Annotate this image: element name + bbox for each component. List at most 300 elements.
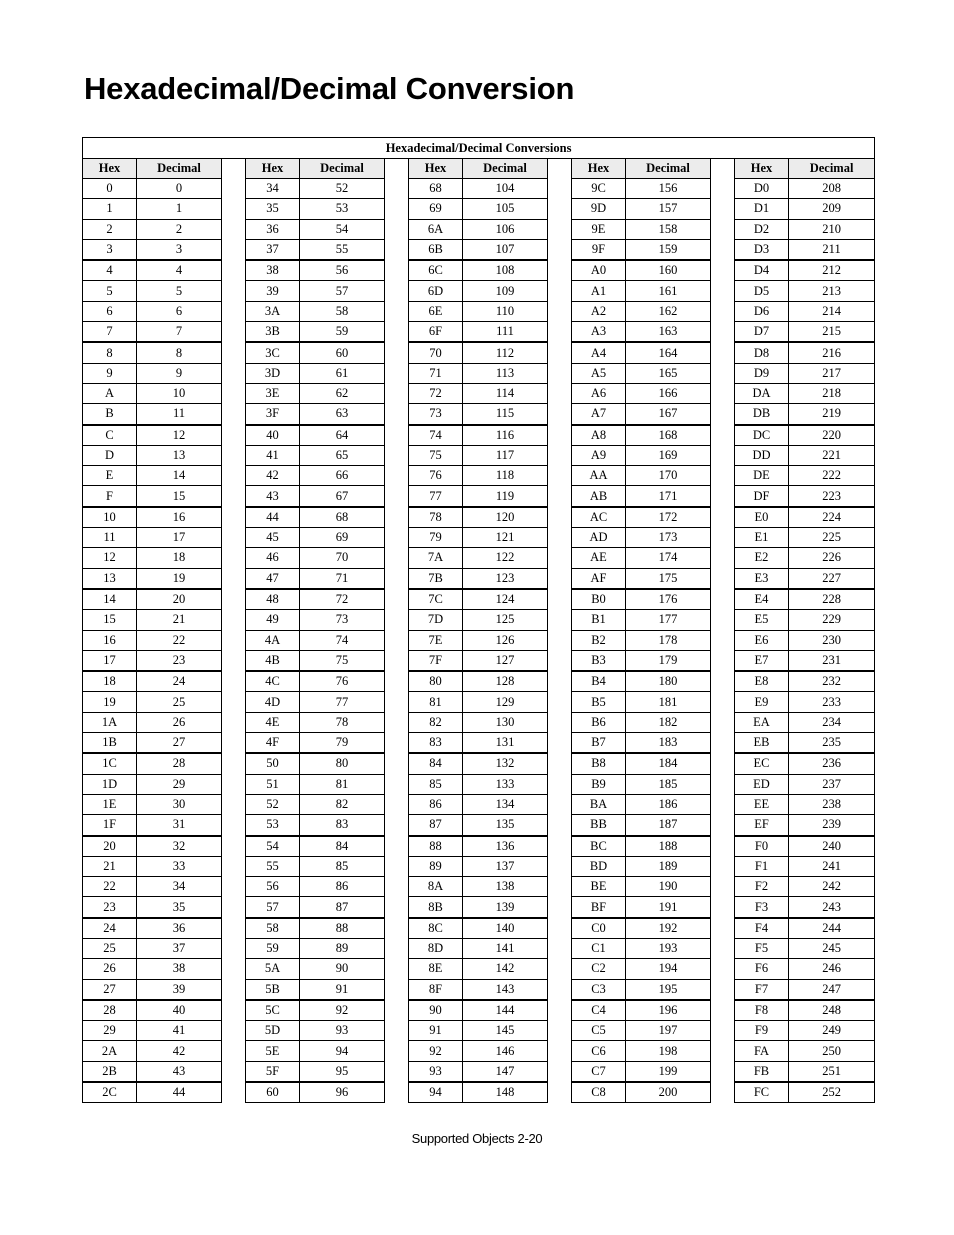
hex-value-cell: 4E bbox=[246, 712, 300, 732]
column-gap bbox=[711, 507, 735, 528]
hex-value-cell: 48 bbox=[246, 589, 300, 610]
hex-value-cell: 9D bbox=[572, 199, 626, 219]
column-gap bbox=[222, 1000, 246, 1021]
decimal-value-cell: 234 bbox=[789, 712, 875, 732]
hex-value-cell: F4 bbox=[735, 918, 789, 939]
hex-value-cell: A0 bbox=[572, 260, 626, 281]
decimal-value-cell: 214 bbox=[789, 301, 875, 321]
hex-value-cell: 5A bbox=[246, 959, 300, 979]
hex-value-cell: C2 bbox=[572, 959, 626, 979]
hex-value-cell: AD bbox=[572, 528, 626, 548]
decimal-value-cell: 133 bbox=[463, 774, 548, 794]
column-gap bbox=[385, 671, 409, 692]
decimal-value-cell: 178 bbox=[626, 630, 711, 650]
column-header-decimal: Decimal bbox=[300, 159, 385, 179]
table-row bbox=[83, 938, 875, 958]
column-gap bbox=[548, 445, 572, 465]
column-gap bbox=[385, 877, 409, 897]
decimal-value-cell: 28 bbox=[137, 753, 222, 774]
column-gap bbox=[711, 589, 735, 610]
hex-value-cell: E1 bbox=[735, 528, 789, 548]
table-row bbox=[83, 753, 875, 774]
hex-value-cell: C6 bbox=[572, 1041, 626, 1061]
decimal-value-cell: 248 bbox=[789, 1000, 875, 1021]
table-row bbox=[83, 877, 875, 897]
hex-value-cell: 57 bbox=[246, 897, 300, 918]
decimal-value-cell: 9 bbox=[137, 363, 222, 383]
decimal-value-cell: 190 bbox=[626, 877, 711, 897]
decimal-value-cell: 12 bbox=[137, 425, 222, 446]
table-row bbox=[83, 610, 875, 630]
hex-value-cell: 6E bbox=[409, 301, 463, 321]
column-gap bbox=[548, 281, 572, 301]
column-gap bbox=[222, 979, 246, 1000]
table-row bbox=[83, 179, 875, 199]
column-gap bbox=[548, 918, 572, 939]
column-gap bbox=[711, 1082, 735, 1103]
decimal-value-cell: 76 bbox=[300, 671, 385, 692]
hex-value-cell: E5 bbox=[735, 610, 789, 630]
decimal-value-cell: 88 bbox=[300, 918, 385, 939]
hex-value-cell: 8E bbox=[409, 959, 463, 979]
hex-value-cell: 49 bbox=[246, 610, 300, 630]
hex-value-cell: BD bbox=[572, 856, 626, 876]
decimal-value-cell: 186 bbox=[626, 794, 711, 814]
decimal-value-cell: 19 bbox=[137, 568, 222, 589]
hex-value-cell: F6 bbox=[735, 959, 789, 979]
column-gap bbox=[385, 979, 409, 1000]
column-gap bbox=[385, 897, 409, 918]
table-row bbox=[83, 650, 875, 671]
column-gap bbox=[548, 1000, 572, 1021]
hex-value-cell: 4D bbox=[246, 692, 300, 712]
decimal-value-cell: 119 bbox=[463, 486, 548, 507]
decimal-value-cell: 90 bbox=[300, 959, 385, 979]
decimal-value-cell: 64 bbox=[300, 425, 385, 446]
hex-value-cell: D2 bbox=[735, 219, 789, 239]
column-gap bbox=[385, 301, 409, 321]
column-gap bbox=[222, 219, 246, 239]
decimal-value-cell: 200 bbox=[626, 1082, 711, 1103]
hex-value-cell: 0 bbox=[83, 179, 137, 199]
decimal-value-cell: 105 bbox=[463, 199, 548, 219]
table-row bbox=[83, 1021, 875, 1041]
hex-value-cell: 39 bbox=[246, 281, 300, 301]
hex-value-cell: 34 bbox=[246, 179, 300, 199]
hex-value-cell: 1 bbox=[83, 199, 137, 219]
column-gap bbox=[222, 959, 246, 979]
hex-value-cell: 35 bbox=[246, 199, 300, 219]
hex-value-cell: 50 bbox=[246, 753, 300, 774]
decimal-value-cell: 172 bbox=[626, 507, 711, 528]
decimal-value-cell: 7 bbox=[137, 322, 222, 343]
decimal-value-cell: 232 bbox=[789, 671, 875, 692]
decimal-value-cell: 148 bbox=[463, 1082, 548, 1103]
decimal-value-cell: 185 bbox=[626, 774, 711, 794]
column-gap bbox=[548, 712, 572, 732]
hex-value-cell: 24 bbox=[83, 918, 137, 939]
column-gap bbox=[711, 363, 735, 383]
decimal-value-cell: 184 bbox=[626, 753, 711, 774]
hex-value-cell: 2C bbox=[83, 1082, 137, 1103]
column-gap bbox=[711, 383, 735, 403]
column-gap bbox=[222, 650, 246, 671]
decimal-value-cell: 56 bbox=[300, 260, 385, 281]
hex-value-cell: 3A bbox=[246, 301, 300, 321]
column-gap bbox=[711, 445, 735, 465]
hex-value-cell: 19 bbox=[83, 692, 137, 712]
decimal-value-cell: 171 bbox=[626, 486, 711, 507]
decimal-value-cell: 124 bbox=[463, 589, 548, 610]
hex-value-cell: 7B bbox=[409, 568, 463, 589]
table-caption: Hexadecimal/Decimal Conversions bbox=[83, 138, 875, 159]
hex-value-cell: 25 bbox=[83, 938, 137, 958]
decimal-value-cell: 159 bbox=[626, 239, 711, 260]
hex-value-cell: 17 bbox=[83, 650, 137, 671]
hex-value-cell: 54 bbox=[246, 836, 300, 857]
decimal-value-cell: 242 bbox=[789, 877, 875, 897]
decimal-value-cell: 187 bbox=[626, 815, 711, 836]
decimal-value-cell: 243 bbox=[789, 897, 875, 918]
column-gap bbox=[548, 897, 572, 918]
hex-value-cell: 3F bbox=[246, 404, 300, 425]
column-gap bbox=[548, 466, 572, 486]
decimal-value-cell: 68 bbox=[300, 507, 385, 528]
decimal-value-cell: 92 bbox=[300, 1000, 385, 1021]
hex-value-cell: 68 bbox=[409, 179, 463, 199]
decimal-value-cell: 196 bbox=[626, 1000, 711, 1021]
decimal-value-cell: 18 bbox=[137, 548, 222, 568]
hex-value-cell: 27 bbox=[83, 979, 137, 1000]
decimal-value-cell: 75 bbox=[300, 650, 385, 671]
decimal-value-cell: 71 bbox=[300, 568, 385, 589]
column-gap bbox=[385, 445, 409, 465]
decimal-value-cell: 246 bbox=[789, 959, 875, 979]
hex-value-cell: 2B bbox=[83, 1061, 137, 1082]
column-gap bbox=[222, 836, 246, 857]
column-header-decimal: Decimal bbox=[626, 159, 711, 179]
decimal-value-cell: 20 bbox=[137, 589, 222, 610]
column-gap bbox=[711, 219, 735, 239]
decimal-value-cell: 24 bbox=[137, 671, 222, 692]
decimal-value-cell: 35 bbox=[137, 897, 222, 918]
table-row bbox=[83, 836, 875, 857]
column-gap bbox=[711, 671, 735, 692]
column-gap bbox=[222, 794, 246, 814]
decimal-value-cell: 250 bbox=[789, 1041, 875, 1061]
decimal-value-cell: 62 bbox=[300, 383, 385, 403]
column-gap bbox=[711, 425, 735, 446]
page-footer: Supported Objects 2-20 bbox=[411, 1131, 543, 1146]
hex-value-cell: 77 bbox=[409, 486, 463, 507]
hex-value-cell: FA bbox=[735, 1041, 789, 1061]
column-gap bbox=[711, 528, 735, 548]
table-row bbox=[83, 1000, 875, 1021]
hex-value-cell: 40 bbox=[246, 425, 300, 446]
table-row bbox=[83, 1082, 875, 1103]
decimal-value-cell: 110 bbox=[463, 301, 548, 321]
hex-value-cell: C3 bbox=[572, 979, 626, 1000]
hex-value-cell: 6A bbox=[409, 219, 463, 239]
hex-value-cell: 89 bbox=[409, 856, 463, 876]
hex-value-cell: E7 bbox=[735, 650, 789, 671]
column-gap bbox=[548, 1021, 572, 1041]
decimal-value-cell: 39 bbox=[137, 979, 222, 1000]
column-gap bbox=[548, 836, 572, 857]
column-gap bbox=[711, 281, 735, 301]
decimal-value-cell: 189 bbox=[626, 856, 711, 876]
column-gap bbox=[711, 877, 735, 897]
decimal-value-cell: 231 bbox=[789, 650, 875, 671]
decimal-value-cell: 195 bbox=[626, 979, 711, 1000]
hex-value-cell: 87 bbox=[409, 815, 463, 836]
hex-value-cell: 3C bbox=[246, 342, 300, 363]
decimal-value-cell: 94 bbox=[300, 1041, 385, 1061]
column-gap bbox=[385, 1000, 409, 1021]
column-gap bbox=[711, 1000, 735, 1021]
decimal-value-cell: 2 bbox=[137, 219, 222, 239]
column-header-hex: Hex bbox=[83, 159, 137, 179]
column-gap bbox=[548, 938, 572, 958]
hex-value-cell: EC bbox=[735, 753, 789, 774]
hex-value-cell: E2 bbox=[735, 548, 789, 568]
hex-value-cell: A7 bbox=[572, 404, 626, 425]
hex-value-cell: 8C bbox=[409, 918, 463, 939]
hex-value-cell: B1 bbox=[572, 610, 626, 630]
decimal-value-cell: 141 bbox=[463, 938, 548, 958]
column-gap bbox=[222, 856, 246, 876]
decimal-value-cell: 73 bbox=[300, 610, 385, 630]
decimal-value-cell: 6 bbox=[137, 301, 222, 321]
hex-value-cell: A4 bbox=[572, 342, 626, 363]
column-gap bbox=[222, 671, 246, 692]
column-gap bbox=[711, 815, 735, 836]
decimal-value-cell: 79 bbox=[300, 733, 385, 754]
column-gap bbox=[548, 383, 572, 403]
hex-value-cell: 45 bbox=[246, 528, 300, 548]
decimal-value-cell: 77 bbox=[300, 692, 385, 712]
column-gap bbox=[548, 159, 572, 179]
decimal-value-cell: 217 bbox=[789, 363, 875, 383]
column-gap bbox=[385, 856, 409, 876]
decimal-value-cell: 109 bbox=[463, 281, 548, 301]
hex-value-cell: B2 bbox=[572, 630, 626, 650]
decimal-value-cell: 240 bbox=[789, 836, 875, 857]
hex-value-cell: B0 bbox=[572, 589, 626, 610]
decimal-value-cell: 108 bbox=[463, 260, 548, 281]
column-gap bbox=[222, 179, 246, 199]
decimal-value-cell: 114 bbox=[463, 383, 548, 403]
column-gap bbox=[548, 774, 572, 794]
decimal-value-cell: 175 bbox=[626, 568, 711, 589]
column-gap bbox=[711, 650, 735, 671]
decimal-value-cell: 164 bbox=[626, 342, 711, 363]
table-row bbox=[83, 548, 875, 568]
decimal-value-cell: 228 bbox=[789, 589, 875, 610]
hex-value-cell: 36 bbox=[246, 219, 300, 239]
decimal-value-cell: 63 bbox=[300, 404, 385, 425]
column-gap bbox=[222, 507, 246, 528]
column-gap bbox=[548, 528, 572, 548]
decimal-value-cell: 111 bbox=[463, 322, 548, 343]
hex-decimal-table bbox=[82, 137, 875, 1103]
decimal-value-cell: 25 bbox=[137, 692, 222, 712]
hex-value-cell: F1 bbox=[735, 856, 789, 876]
column-gap bbox=[548, 794, 572, 814]
decimal-value-cell: 249 bbox=[789, 1021, 875, 1041]
column-gap bbox=[711, 239, 735, 260]
decimal-value-cell: 14 bbox=[137, 466, 222, 486]
decimal-value-cell: 121 bbox=[463, 528, 548, 548]
column-gap bbox=[222, 404, 246, 425]
column-header-hex: Hex bbox=[246, 159, 300, 179]
hex-value-cell: B9 bbox=[572, 774, 626, 794]
decimal-value-cell: 82 bbox=[300, 794, 385, 814]
column-gap bbox=[548, 179, 572, 199]
hex-value-cell: EF bbox=[735, 815, 789, 836]
hex-value-cell: 1B bbox=[83, 733, 137, 754]
column-gap bbox=[711, 1021, 735, 1041]
column-gap bbox=[548, 363, 572, 383]
column-gap bbox=[548, 199, 572, 219]
column-gap bbox=[711, 301, 735, 321]
column-gap bbox=[711, 979, 735, 1000]
column-gap bbox=[222, 363, 246, 383]
decimal-value-cell: 36 bbox=[137, 918, 222, 939]
column-gap bbox=[711, 918, 735, 939]
column-gap bbox=[711, 794, 735, 814]
hex-value-cell: E3 bbox=[735, 568, 789, 589]
decimal-value-cell: 32 bbox=[137, 836, 222, 857]
column-gap bbox=[711, 179, 735, 199]
hex-value-cell: 1C bbox=[83, 753, 137, 774]
hex-value-cell: E6 bbox=[735, 630, 789, 650]
column-gap bbox=[222, 199, 246, 219]
column-gap bbox=[222, 281, 246, 301]
decimal-value-cell: 220 bbox=[789, 425, 875, 446]
hex-value-cell: 18 bbox=[83, 671, 137, 692]
decimal-value-cell: 65 bbox=[300, 445, 385, 465]
decimal-value-cell: 30 bbox=[137, 794, 222, 814]
table-row bbox=[83, 260, 875, 281]
column-gap bbox=[548, 733, 572, 754]
decimal-value-cell: 112 bbox=[463, 342, 548, 363]
hex-value-cell: C4 bbox=[572, 1000, 626, 1021]
hex-value-cell: DA bbox=[735, 383, 789, 403]
hex-value-cell: A6 bbox=[572, 383, 626, 403]
column-gap bbox=[385, 383, 409, 403]
decimal-value-cell: 182 bbox=[626, 712, 711, 732]
column-gap bbox=[711, 610, 735, 630]
decimal-value-cell: 95 bbox=[300, 1061, 385, 1082]
column-gap bbox=[711, 630, 735, 650]
hex-value-cell: 72 bbox=[409, 383, 463, 403]
column-gap bbox=[711, 1061, 735, 1082]
decimal-value-cell: 131 bbox=[463, 733, 548, 754]
hex-value-cell: A2 bbox=[572, 301, 626, 321]
hex-value-cell: 5D bbox=[246, 1021, 300, 1041]
column-gap bbox=[385, 815, 409, 836]
decimal-value-cell: 42 bbox=[137, 1041, 222, 1061]
column-gap bbox=[222, 753, 246, 774]
hex-value-cell: 70 bbox=[409, 342, 463, 363]
hex-value-cell: 1F bbox=[83, 815, 137, 836]
column-gap bbox=[385, 219, 409, 239]
column-gap bbox=[711, 774, 735, 794]
decimal-value-cell: 85 bbox=[300, 856, 385, 876]
table-row bbox=[83, 322, 875, 343]
hex-value-cell: F9 bbox=[735, 1021, 789, 1041]
column-gap bbox=[711, 548, 735, 568]
decimal-value-cell: 70 bbox=[300, 548, 385, 568]
column-gap bbox=[711, 692, 735, 712]
column-gap bbox=[548, 1082, 572, 1103]
hex-value-cell: 69 bbox=[409, 199, 463, 219]
column-gap bbox=[222, 486, 246, 507]
column-gap bbox=[548, 1041, 572, 1061]
decimal-value-cell: 81 bbox=[300, 774, 385, 794]
hex-value-cell: 58 bbox=[246, 918, 300, 939]
hex-value-cell: DB bbox=[735, 404, 789, 425]
decimal-value-cell: 104 bbox=[463, 179, 548, 199]
hex-value-cell: 6 bbox=[83, 301, 137, 321]
decimal-value-cell: 140 bbox=[463, 918, 548, 939]
decimal-value-cell: 91 bbox=[300, 979, 385, 1000]
column-gap bbox=[711, 897, 735, 918]
column-gap bbox=[385, 774, 409, 794]
column-gap bbox=[548, 425, 572, 446]
column-gap bbox=[711, 938, 735, 958]
decimal-value-cell: 84 bbox=[300, 836, 385, 857]
hex-value-cell: AF bbox=[572, 568, 626, 589]
column-gap bbox=[222, 1021, 246, 1041]
decimal-value-cell: 223 bbox=[789, 486, 875, 507]
hex-value-cell: F bbox=[83, 486, 137, 507]
hex-value-cell: 47 bbox=[246, 568, 300, 589]
decimal-value-cell: 225 bbox=[789, 528, 875, 548]
hex-value-cell: 6C bbox=[409, 260, 463, 281]
column-gap bbox=[222, 877, 246, 897]
column-gap bbox=[222, 466, 246, 486]
table-row bbox=[83, 425, 875, 446]
column-gap bbox=[548, 671, 572, 692]
table-row bbox=[83, 342, 875, 363]
decimal-value-cell: 218 bbox=[789, 383, 875, 403]
column-header-hex: Hex bbox=[735, 159, 789, 179]
hex-value-cell: FB bbox=[735, 1061, 789, 1082]
decimal-value-cell: 199 bbox=[626, 1061, 711, 1082]
hex-value-cell: C bbox=[83, 425, 137, 446]
hex-value-cell: BA bbox=[572, 794, 626, 814]
decimal-value-cell: 233 bbox=[789, 692, 875, 712]
hex-value-cell: 1D bbox=[83, 774, 137, 794]
hex-value-cell: AB bbox=[572, 486, 626, 507]
table-row bbox=[83, 1041, 875, 1061]
column-gap bbox=[385, 589, 409, 610]
hex-value-cell: 7A bbox=[409, 548, 463, 568]
hex-value-cell: 75 bbox=[409, 445, 463, 465]
decimal-value-cell: 29 bbox=[137, 774, 222, 794]
hex-value-cell: 4A bbox=[246, 630, 300, 650]
hex-value-cell: 42 bbox=[246, 466, 300, 486]
hex-value-cell: A bbox=[83, 383, 137, 403]
column-gap bbox=[385, 1082, 409, 1103]
decimal-value-cell: 118 bbox=[463, 466, 548, 486]
decimal-value-cell: 194 bbox=[626, 959, 711, 979]
hex-value-cell: AC bbox=[572, 507, 626, 528]
column-gap bbox=[222, 589, 246, 610]
decimal-value-cell: 13 bbox=[137, 445, 222, 465]
